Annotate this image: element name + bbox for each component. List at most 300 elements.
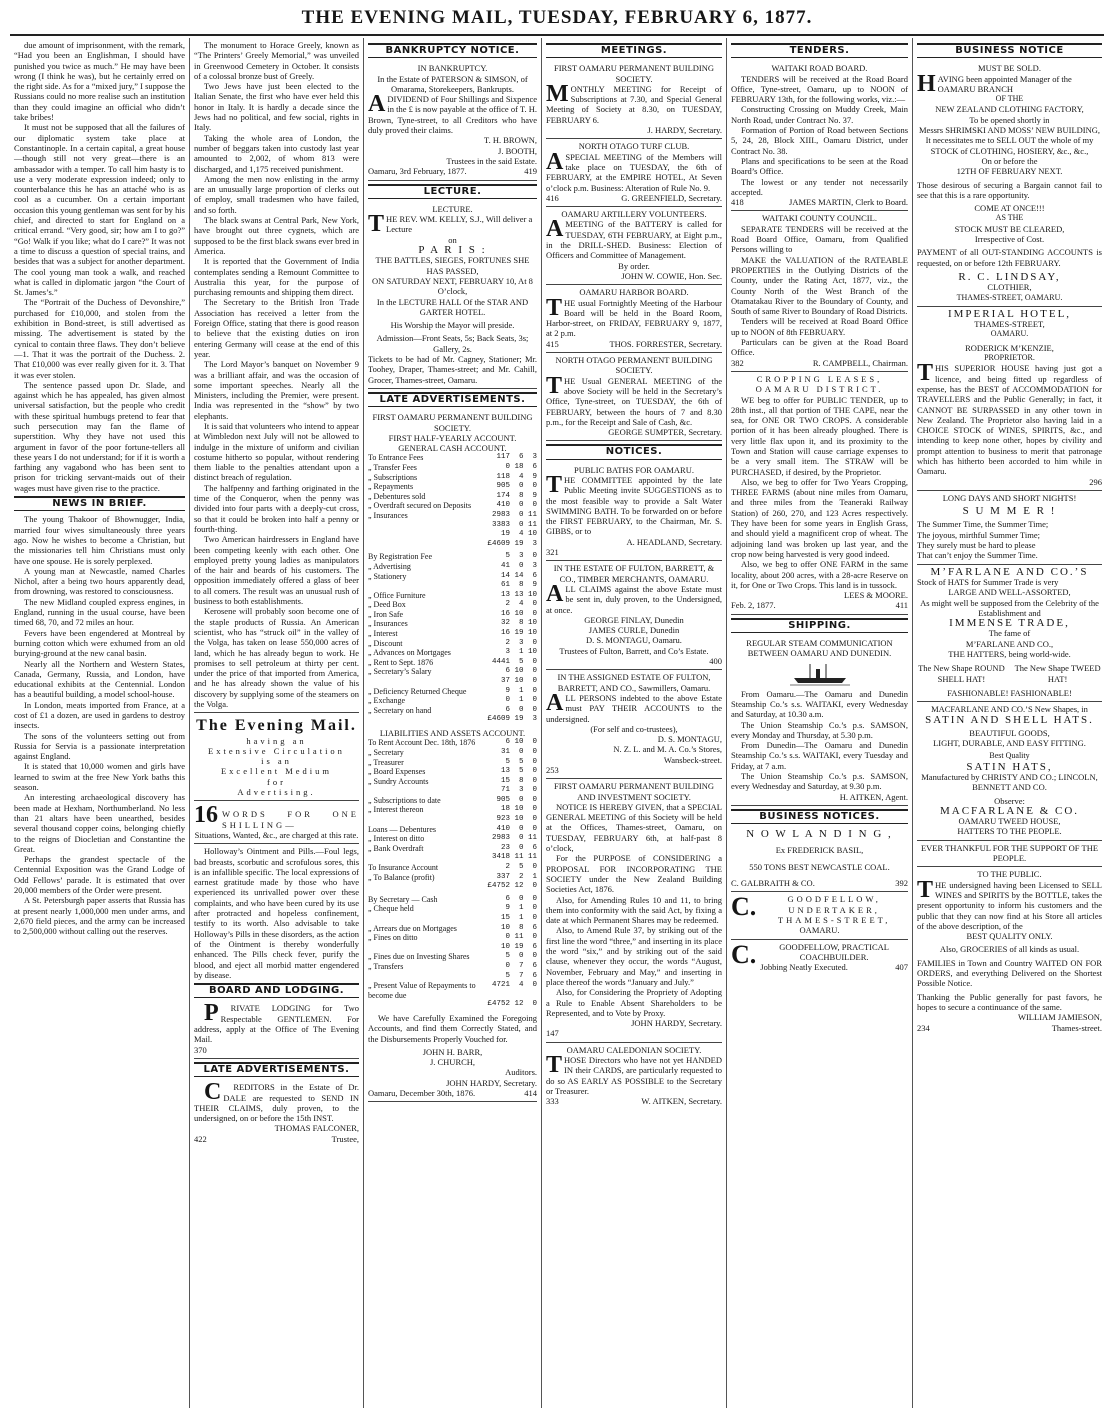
notice-2-signatures <box>546 615 722 656</box>
building-society-account <box>368 410 537 1102</box>
shipping-signature: H. AITKEN, Agent. <box>839 791 908 802</box>
jamieson-name: WILLIAM JAMIESON, <box>1017 1012 1102 1023</box>
column-6 <box>913 38 1106 1408</box>
imperial-number: 296 <box>1089 476 1102 487</box>
cash-row-label: „ Repayments <box>368 482 414 492</box>
column-5 <box>727 38 913 1408</box>
credit-row-amount: 13 13 10 <box>500 590 537 599</box>
lecture-where: In the LECTURE HALL Of the STAR AND GARTER HOTEL. <box>376 296 529 317</box>
notice-4-paragraph: For the PURPOSE of CONSIDERING a PROPOSAL FOR INCORPORATING THE SOCIETY under the New Zealand Building Societies Act, 1876. <box>546 853 722 895</box>
new-shape-round: The New Shape ROUND SHELL HAT! <box>918 663 1005 684</box>
cash-row-amount: 117 6 3 <box>496 453 537 462</box>
meeting-1 <box>546 61 722 139</box>
bankruptcy-title: IN BANKRUPTCY. <box>417 63 488 74</box>
notice-3-signature-line: N. Z. L. and M. A. Co.’s Stores, <box>613 744 722 755</box>
credit-row-label: „ Advertising <box>368 561 411 571</box>
summer-poem <box>917 519 1102 560</box>
mcf-hatters: THE HATTERS, being world-wide. <box>948 649 1071 660</box>
credit-row <box>368 629 537 639</box>
tender-1-signature: JAMES MARTIN, Clerk to Board. <box>789 197 908 208</box>
tender-1-paragraph: Plans and specifications to be seen at the Road Board’s Office. <box>731 155 908 177</box>
column-4 <box>542 38 727 1408</box>
mcf-hatters-2: HATTERS TO THE PEOPLE. <box>957 826 1062 837</box>
lecture-ad <box>368 202 537 389</box>
credit-row-amount: 61 8 9 <box>500 581 537 590</box>
liability-row <box>368 738 537 748</box>
cash-row <box>368 501 537 511</box>
cash-row-label: To Entrance Fees <box>368 453 424 463</box>
evening-mail-line: Extensive Circulation <box>208 745 345 756</box>
asset-row <box>368 962 537 972</box>
liability-row-label: „ Bank Overdraft <box>368 843 424 853</box>
article-paragraph: The black swans at Central Park, New York, have brought out three cygnets, which are supposed to be the first black swans ever bred in America. <box>194 215 359 256</box>
article-paragraph: The “Portrait of the Duchess of Devonshire,” purchased for £10,000, and stolen from the exhibition in Bond-street, is still advertised as missing. The advertisement is stated by the cynical to contain three flaws. They don’t believe—1. That it was the portrait of the Duchess. 2. That £10,000 was ever really given for it. 3. That it was ever stolen. <box>14 297 185 380</box>
undertaker-name: GOODFELLOW, UNDERTAKER, <box>787 894 881 915</box>
audit-number: 414 <box>524 1088 537 1099</box>
liability-row <box>368 805 537 815</box>
credit-row <box>368 706 537 716</box>
ever-text: EVER THANKFUL FOR THE SUPPORT OF THE PEOPLE. <box>920 842 1099 864</box>
notice-1-text: THE COMMITTEE appointed by the late Public Meeting invite SUGGESTIONS as to the most feasible way to provide a Salt Water SWIMMING BATH. To be forwarded on or before the FIRST FEBRUARY, to the Chairman, Mr. S. GIBBS, or to <box>546 471 722 537</box>
tender-1-title: WAITAKI ROAD BOARD. <box>771 63 868 74</box>
liability-row <box>368 815 537 825</box>
asset-row-amount: 5 0 0 <box>505 952 537 961</box>
liability-row-amount: £4752 12 0 <box>487 882 537 891</box>
board-ad <box>194 1001 359 1058</box>
liability-row-amount: 3418 11 11 <box>491 853 537 862</box>
clothing-irrespective: Irrespective of Cost. <box>974 234 1045 245</box>
meeting-5-title: NORTH OTAGO PERMANENT BUILDING SOCIETY. <box>555 355 713 376</box>
clothing-payment: PAYMENT of all OUT-STANDING ACCOUNTS is requested, on or before 12th FEBRUARY. <box>917 247 1102 268</box>
column-3 <box>364 38 542 1408</box>
news-item: Fevers have been engendered at Montreal by burning cotton which were exhumed from an old burying-ground at the new canal basin. <box>14 627 185 659</box>
liability-row-amount: 2 5 0 <box>505 863 537 872</box>
cash-row <box>368 530 537 540</box>
meeting-5-text: THE Usual GENERAL MEETING of the above Society will be held in the Secretary’s Office, Tyne-street, on TUESDAY, the 6th of FEBRUARY, between the hours of 7 and 8.30 p.m., for the Receipt and Sale of Cash, &c. <box>546 372 722 427</box>
cash-row-amount: 0 18 6 <box>496 462 537 471</box>
article-paragraph: The Secretary to the British Iron Trade Association has received a letter from the Foreign Office, stating that there is good reason to believe that the existing duties on iron entering Germany will cease at the end of this year. <box>194 297 359 359</box>
notice-2-signature-line: D. S. MONTAGU, Oamaru. <box>586 635 682 646</box>
bankruptcy-signatures <box>368 135 537 166</box>
shipping-heading: SHIPPING. <box>731 618 908 633</box>
tender-2-paragraph: MAKE the VALUATION of the RATEABLE PROPERTIES in the Outlying Districts of the County, under the Rating Act, 1877, viz., the County North of the West Branch of the Otamatakau River to the Boundary of County, and South of same River to Boundary of Road Districts. <box>731 254 908 317</box>
liability-row-label: To Rent Account Dec. 18th, 1876 <box>368 738 476 748</box>
meeting-3-text: AMEETING of the BATTERY is called for TUESDAY, 6TH FEBRUARY, at Eight p.m., in the DRILL-SHED. Business: Election of Officers and Committee of Management. <box>546 216 722 261</box>
dale-number: 422 <box>194 1133 207 1144</box>
tender-1-number: 418 <box>731 197 744 208</box>
liability-row <box>368 863 537 873</box>
lecture-paris: P A R I S : <box>418 244 487 257</box>
audit-text: We have Carefully Examined the Foregoing Accounts, and find them Correctly Stated, and the Disbursements Properly Vouched for. <box>368 1012 537 1044</box>
sixteen-sub: Situations, Wanted, &c., are charged at this rate. <box>194 829 359 840</box>
cash-row <box>368 521 537 531</box>
meeting-1-text: MONTHLY MEETING for Receipt of Subscriptions at 7.30, and Special General Meeting of Society at 8.30, on TUESDAY, FEBRUARY 6. <box>546 80 722 125</box>
credit-row-amount: 5 3 0 <box>505 552 537 561</box>
macfarlane-ad <box>917 565 1102 703</box>
asset-row <box>368 981 537 1000</box>
credit-row <box>368 667 537 677</box>
tender-2-paragraph: Particulars can be given at the Road Board Office. <box>731 337 908 358</box>
cash-row-amount: 2983 0 11 <box>491 510 537 519</box>
tender-3-paragraph: Also, we beg to offer ONE FARM in the same locality, about 200 acres, with a 28-acre Reserve on it, for One or Two Crops. This land is in tussock. <box>731 559 908 590</box>
sixteen-text: WORDS FOR ONE SHILLING— <box>222 809 359 830</box>
audit-footer <box>368 1088 537 1098</box>
cash-row <box>368 473 537 483</box>
article-paragraph: Kerosene will probably soon become one of the staple products of Russia. An American scientist, who has “struck oil” in the valley of the Volga, has taken on lease 550,000 acres of land, which he has already begun to work. He promises to sell petroleum at thirty per cent. under the price of that imported from America, and he has already shown the value of his discovery by supplying some of the steamers on the Volga. <box>194 606 359 709</box>
meeting-4-footer <box>546 339 722 349</box>
evening-mail-line: Advertising. <box>237 787 316 798</box>
liability-row-amount: 5 5 0 <box>505 757 537 766</box>
lecture-sub: THE BATTLES, SIEGES, FORTUNES SHE HAS PASSED, <box>375 255 530 276</box>
asset-row-amount: 9 1 0 <box>505 904 537 913</box>
article-paragraph: Two American hairdressers in England have been competing keenly with each other. One employed pretty young ladies as manipulators of the hair and beards of his customers. The opposition immediately offered a glass of beer to all comers. The result was an unusual rush of business to both establishments. <box>194 534 359 607</box>
article-paragraph: It must not be supposed that all the failures of our diplomatic system take place at Constantinople. In a certain capital, a great house—though still not very great—there is an ambassador with a temper. To call him hasty is to use a very moderate expression indeed; only to counterbalance this he has an attaché who is as cool as a cucumber. On a certain important occasion this young gentleman was sent for by his chief, and directed to start for England on a critical errand. “Very good, sir; how am I to go?” “Go! Walk if you like; what do I care?” It was not a time to discuss a question of special trains, and besides that was a subject for another department. The cool young man took a walk, and reached what is called in diplomatic jargon “the Court of St. James’s.” <box>14 122 185 298</box>
jamieson-street: Thames-street. <box>1051 1022 1102 1033</box>
article-paragraph: Among the men now enlisting in the army are an unusually large proportion of clerks out of employ, small tradesmen who have failed, and so forth. <box>194 173 359 215</box>
news-item: The new Midland coupled express engines, in England, running in the usual course, have been timed 68, 70, and 72 miles an hour. <box>14 596 185 628</box>
liability-row <box>368 767 537 777</box>
board-heading: BOARD AND LODGING. <box>194 983 359 998</box>
liabilities-heading: LIABILITIES AND ASSETS ACCOUNT. <box>379 728 526 739</box>
clothing-as-the: AS THE <box>995 213 1024 223</box>
ever-thankful <box>917 841 1102 868</box>
notice-2-title: IN THE ESTATE OF FULTON, BARRETT, & CO., TIMBER MERCHANTS, OAMARU. <box>553 563 715 584</box>
credit-row <box>368 648 537 658</box>
auditor-name: JOHN H. BARR, <box>422 1046 483 1057</box>
notice-1-number: 321 <box>546 547 559 558</box>
dale-ad <box>194 1080 359 1147</box>
asset-row-amount: 10 19 6 <box>500 942 537 951</box>
article-paragraph: It is said that volunteers who intend to appear at Wimbledon next July will not be allowed to indulge in the mixture of uniform and civilian costume hitherto so popular, without rendering them liable to the penalties attendant upon a distinct breach of regulation. <box>194 420 359 483</box>
meeting-2-number: 416 <box>546 192 559 203</box>
credit-row-amount: 14 14 6 <box>500 571 537 580</box>
coachbuilder-initial: C. <box>731 939 757 969</box>
liability-row-label: To Insurance Account <box>368 863 439 873</box>
cash-row-label: „ Debentures sold <box>368 491 426 501</box>
news-in-brief-items <box>14 514 185 936</box>
credit-row-label: „ Discount <box>368 638 403 648</box>
evening-mail-line: having an <box>246 735 307 746</box>
notice-4-paragraph: Also, for Considering the Propriety of Adopting a Rule to Enable Absent Shareholders to be Represented, and to Vote by Proxy. <box>546 987 722 1018</box>
coal-number: 392 <box>895 878 908 889</box>
credit-rows <box>368 552 537 725</box>
evening-mail-line: for <box>267 776 286 787</box>
mcf-satin-hats: SATIN HATS, <box>966 760 1053 773</box>
evening-mail-line: is an <box>261 756 292 767</box>
notice-4-paragraph: Also, for Amending Rules 10 and 11, to bring them into conformity with the said Act, by fixing a date at which Permanent Shares may be redeemed. <box>546 894 722 926</box>
imperial-hotel-ad <box>917 307 1102 491</box>
clothing-intro: HAVING been appointed Manager of the OAMARU BRANCH <box>917 70 1072 97</box>
credit-row-label: „ Interest <box>368 629 398 639</box>
mcf-text: Stock of HATS for Summer Trade is very <box>917 576 1059 587</box>
liability-row-label: „ Secretary <box>368 747 404 757</box>
coachbuilder-ad <box>731 940 908 976</box>
asset-row <box>368 952 537 962</box>
meeting-3-title: OAMARU ARTILLERY VOLUNTEERS. <box>561 209 707 220</box>
mcf-satin: SATIN AND SHELL HATS. <box>925 713 1094 726</box>
bankruptcy-signature-line: T. H. BROWN, <box>484 135 537 146</box>
liability-row <box>368 796 537 806</box>
mcf-tweed: OAMARU TWEED HOUSE, <box>958 816 1061 827</box>
jamieson-footer <box>917 1023 1102 1033</box>
notice-3-number: 253 <box>546 765 559 775</box>
clothing-sell: It necessitates me to SELL OUT the whole of my STOCK of CLOTHING, HOSIERY, &c., &c., <box>925 135 1094 156</box>
evening-mail-line: Excellent Medium <box>220 766 333 777</box>
notice-1 <box>546 463 722 562</box>
tender-1-paragraph: TENDERS will be received at the Road Board Office, Tyne-street, Oamaru, up to NOON of FEBRUARY 13th, for the following works, viz.:— <box>731 73 908 105</box>
liability-row-label: Loans — Debentures <box>368 824 436 834</box>
article-paragraph: Two Jews have just been elected to the Italian Senate, the first who have ever held this honor in Italy. It is hardly a decade since the Jews had no political, and few social, rights in Italy. <box>194 81 359 133</box>
liability-row-amount: 6 10 0 <box>505 738 537 747</box>
imperial-street: THAMES-STREET, <box>974 319 1045 330</box>
notice-3-signature-line: D. S. MONTAGU, <box>657 734 722 745</box>
cash-row <box>368 511 537 521</box>
mcf-celebrity: As might well be supposed from the Celebrity of the Establishment and <box>920 597 1099 618</box>
undertaker-street: THAMES-STREET, <box>777 914 891 925</box>
late-ads-heading-2: LATE ADVERTISEMENTS. <box>368 392 537 407</box>
news-item: In London, meats imported from France, at a cost of £1 a dozen, are used in gardens to destroy insects. <box>14 699 185 731</box>
meeting-1-signature: J. HARDY, Secretary. <box>647 125 722 136</box>
news-item: The sons of the volunteers setting out from Russia for Servia is a passionate interpretation against England. <box>14 730 185 762</box>
liability-row-label: „ To Balance (profit) <box>368 872 435 882</box>
tenders-heading: TENDERS. <box>731 43 908 58</box>
meeting-5-signature: GEORGE SUMPTER, Secretary. <box>608 427 722 438</box>
tender-2-signature: R. CAMPBELL, Chairman. <box>812 357 908 368</box>
cash-account-rows <box>368 453 537 549</box>
tender-3-paragraph: WE beg to offer for PUBLIC TENDER, up to 28th inst., all that portion of THE CAPE, near the sea, for ONE OR TWO CROPS. A considerable portion of it has been already ploughed. There is very little flax upon it, and its proximity to the Town and Station will cause carriage expenses to be a very small item. The STRAW will be PURCHASED, if desired, by the Proprietor. <box>731 394 908 477</box>
meeting-4-text: THE usual Fortnightly Meeting of the Harbour Board will be held in the Board Room, Harbor-street, on FRIDAY, FEBRUARY 9, 1877, at 2 p.m. <box>546 294 722 339</box>
liability-row-label: „ Interest thereon <box>368 805 424 815</box>
lecture-on: on <box>448 234 457 245</box>
shipping-paragraphs <box>731 689 908 792</box>
asset-row <box>368 904 537 914</box>
meeting-3-by: By order. <box>618 260 650 271</box>
liability-row <box>368 748 537 758</box>
coachbuilder-name: GOODFELLOW, PRACTICAL COACHBUILDER. <box>779 941 889 962</box>
liability-row-amount: 71 3 0 <box>500 786 537 795</box>
credit-row-amount: 4441 5 0 <box>491 657 537 666</box>
credit-row <box>368 677 537 687</box>
credit-row-amount: 9 1 0 <box>505 686 537 695</box>
audit-signature: JOHN HARDY, Secretary. <box>446 1077 537 1088</box>
evening-mail-lines <box>194 736 359 798</box>
credit-row-amount: 41 0 3 <box>500 561 537 570</box>
credit-row-amount: 3 1 10 <box>505 648 537 657</box>
tender-2-paragraph: SEPARATE TENDERS will be received at the Road Board Office, Oamaru, from Qualified Persons willing to <box>731 223 908 255</box>
asset-row-amount: 15 1 0 <box>500 914 537 922</box>
mcf-light: LIGHT, DURABLE, AND EASY FITTING. <box>933 738 1086 749</box>
tender-3-title: CROPPING LEASES, OAMARU DISTRICT. <box>755 373 884 395</box>
credit-row-amount: 37 10 0 <box>500 677 537 686</box>
tender-3-paragraphs <box>731 395 908 591</box>
notice-4-paragraph: Also, to Amend Rule 37, by striking out of the first line the word “three,” and inserting in its place the word “six,” and by striking out of the said clause, whenever they occur, the words “August, November, February and May,” and inserting in place thereof the words “January and July.” <box>546 925 722 987</box>
credit-row <box>368 600 537 610</box>
clothing-date: 12TH OF FEBRUARY NEXT. <box>956 166 1063 177</box>
news-item: The young Thakoor of Bhownugger, India, married four wives simultaneously three years ago. Now he wishes to become a Christian, but the missionaries tell him Christians must only have one spouse. He is sorely perplexed. <box>14 514 185 566</box>
lecture-title: LECTURE. <box>432 203 473 214</box>
credit-row-amount: 16 19 10 <box>500 629 537 638</box>
asset-row-amount: 0 11 0 <box>505 933 537 942</box>
imperial-name: IMPERIAL HOTEL, <box>947 307 1072 320</box>
notice-3-signature-line: Wansbeck-street. <box>663 754 722 765</box>
column-1 <box>10 38 190 1408</box>
liability-row <box>368 834 537 844</box>
clothing-before: On or before the <box>981 155 1038 166</box>
account-title: FIRST OAMARU PERMANENT BUILDING SOCIETY. <box>372 412 533 433</box>
credit-row <box>368 552 537 562</box>
mcf-title: M’FARLANE AND CO.’S <box>930 565 1089 578</box>
liability-row <box>368 853 537 863</box>
news-item: A young man at Newcastle, named Charles Nichol, after a being two hours apparently dead, from drowning, was restored to consciousness. <box>14 565 185 597</box>
mcf-immense: IMMENSE TRADE, <box>949 617 1070 630</box>
mcf-new: MACFARLANE AND CO.’S New Shapes, in <box>931 704 1088 715</box>
liabilities-rows <box>368 738 537 892</box>
assets-rows <box>368 895 537 1010</box>
tender-1-paragraph: The lowest or any tender not necessarily accepted. <box>731 176 908 197</box>
article-paragraph: The monument to Horace Greely, known as “The Printers’ Greely Memorial,” was unveiled in Greenwood Cemetery in October. It consists of a colossal bronze bust of Greely. <box>194 40 359 81</box>
liability-row-label: „ Treasurer <box>368 757 404 767</box>
column-2-articles <box>194 40 359 709</box>
asset-row-amount: 4721 4 0 <box>491 981 537 990</box>
notice-1-signature: A. HEADLAND, Secretary. <box>626 536 722 547</box>
liability-row <box>368 758 537 768</box>
credit-row-label: „ Deed Box <box>368 600 406 610</box>
liability-row <box>368 844 537 854</box>
shipping-ad <box>731 636 908 806</box>
coal-tons: 550 TONS BEST NEWCASTLE COAL. <box>749 861 890 872</box>
asset-row-label: „ Fines on ditto <box>368 933 418 943</box>
meeting-3 <box>546 207 722 285</box>
imperial-owner: RODERICK M’KENZIE, <box>965 342 1054 353</box>
tender-1 <box>731 61 908 211</box>
credit-row <box>368 715 537 725</box>
long-days: LONG DAYS AND SHORT NIGHTS! <box>942 492 1077 503</box>
credit-row-label: „ Office Furniture <box>368 590 426 600</box>
mcf-name-4: MACFARLANE & CO. <box>939 804 1080 817</box>
notice-3 <box>546 670 722 779</box>
cash-row <box>368 453 537 463</box>
coachbuilder-note: Jobbing Neatly Executed. <box>760 962 848 973</box>
asset-row <box>368 933 537 943</box>
jamieson-ad <box>917 867 1102 1035</box>
tender-3 <box>731 372 908 615</box>
tender-2-footer <box>731 358 908 368</box>
article-paragraph: It is reported that the Government of India contemplates sending a Remount Committee to Australia this year, for the purpose of purchasing remounts and shipping them direct. <box>194 256 359 298</box>
asset-row-label: By Secretary — Cash <box>368 894 438 904</box>
clothing-opened: To be opened shortly in <box>969 114 1050 125</box>
holloway-ad: Holloway’s Ointment and Pills.—Foul legs, bad breasts, scorbutic and scrofulous sores, this is an infallible specific. The local expressions of earnest gratitude made by those who have experienced its unrivalled power over these complaints, and who have been cured by its use after protracted and hopeless confinement, testify to its worth. Also advisable to take Holloway’s Pills in these disorders, as the action of the Ointment is thereby wonderfully enhanced. The Pills check fever, purify the blood, and eject all morbid matter engendered by disease. <box>194 846 359 980</box>
new-shape-tweed: The New Shape TWEED HAT! <box>1014 663 1101 684</box>
credit-row-label: „ Rent to Sept. 1876 <box>368 657 434 667</box>
news-item: Nearly all the Northern and Western States, Canada, Germany, Russia, and London, have educational exhibits at the Centennial. London has a beautiful building, a model school-house. <box>14 658 185 700</box>
sixteen-numeral: 16 <box>194 802 218 829</box>
liability-row <box>368 873 537 883</box>
cash-row-amount: 3383 0 11 <box>491 520 537 529</box>
notice-1-title: PUBLIC BATHS FOR OAMARU. <box>574 464 694 475</box>
jamieson-number: 234 <box>917 1022 930 1033</box>
coal-signature: C. GALBRAITH & CO. <box>731 878 815 889</box>
meeting-2-signature: G. GREENFIELD, Secretary. <box>621 192 722 203</box>
credit-row <box>368 562 537 572</box>
tender-1-paragraphs <box>731 74 908 198</box>
credit-row-label: „ Iron Safe <box>368 609 404 619</box>
tender-1-footer <box>731 197 908 207</box>
mcf-name-2: M’FARLANE AND CO., <box>965 638 1054 649</box>
asset-row <box>368 943 537 953</box>
macfarlane-hats-ad <box>917 702 1102 841</box>
liability-row-label: „ Board Expenses <box>368 767 426 777</box>
meeting-4-number: 415 <box>546 338 559 349</box>
liability-row-amount: 410 0 0 <box>496 824 537 833</box>
summer-title: S U M M E R ! <box>962 505 1057 518</box>
credit-row-amount: 6 0 0 <box>505 705 537 714</box>
to-the-public: TO THE PUBLIC. <box>977 869 1042 880</box>
liability-row <box>368 882 537 892</box>
credit-row-amount: 2 4 0 <box>505 600 537 609</box>
must-be-sold: MUST BE SOLD. <box>978 63 1041 74</box>
clothing-come: COME AT ONCE!!! <box>974 203 1045 214</box>
mcf-fashion: FASHIONABLE! FASHIONABLE! <box>947 687 1072 698</box>
mcf-observe: Observe: <box>994 795 1025 806</box>
tender-3-number: 411 <box>895 600 908 611</box>
tender-3-date: Feb. 2, 1877. <box>731 600 776 611</box>
liability-row-label: „ Interest on ditto <box>368 834 425 844</box>
mcf-fame: The fame of <box>988 628 1031 639</box>
audit-date: Oamaru, December 30th, 1876. <box>368 1088 476 1099</box>
credit-row-label: „ Advances on Mortgages <box>368 648 451 658</box>
article-paragraph: The halfpenny and farthing originated in the time of the Conqueror, when the penny was divided into four parts with a deeply-cut cross, so that it could be broken into half a penny or fourth-thing. <box>194 482 359 534</box>
evening-mail-title: The Evening Mail. <box>196 717 357 735</box>
lecture-tickets: Tickets to be had of Mr. Cagney, Stationer; Mr. Toohey, Draper, Thames-street; and Mr. Cahill, Grocer, Thames-street, Oamaru. <box>368 354 537 385</box>
column-2 <box>190 38 364 1408</box>
dale-trustee: Trustee, <box>331 1133 359 1144</box>
notice-5-footer <box>546 1096 722 1106</box>
bankruptcy-signature-line: Trustees in the said Estate. <box>446 155 537 166</box>
asset-row-label: „ Fines due on Investing Shares <box>368 952 470 962</box>
notice-2-signature-line: Trustees of Fulton, Barrett, and Co’s Estate. <box>559 645 709 656</box>
lindsay-name: R. C. LINDSAY, <box>958 270 1061 283</box>
shipping-title: REGULAR STEAM COMMUNICATION BETWEEN OAMARU AND DUNEDIN. <box>746 638 893 659</box>
tender-2-paragraphs <box>731 224 908 358</box>
meeting-5 <box>546 353 722 441</box>
liability-row-label: „ Subscriptions to date <box>368 795 441 805</box>
poem-line: They surely must be hard to please <box>917 540 1036 551</box>
bankruptcy-footer <box>368 166 537 176</box>
tender-3-paragraph: Also, we beg to offer for Two Years Cropping, THREE FARMS (about nine miles from Oamaru, and three miles from the Teaneraki Railway Station) of 260, 270, and 123 Acres respectively. They have been for some years in English Grass, and should yield a magnificent crop of wheat. The adjoining land was broken up last year, and the crop now being harvested is very good indeed. <box>731 476 908 559</box>
article-paragraph: Taking the whole area of London, the number of beggars taken into custody last year amounted to 2,002, of whom 813 were discharged, and 1,175 received punishment. <box>194 132 359 174</box>
liability-row-amount: 13 5 0 <box>500 767 537 776</box>
liability-row-amount: 337 2 1 <box>496 872 537 881</box>
credit-row-amount: 16 10 0 <box>500 609 537 618</box>
credit-row-amount: 6 10 0 <box>505 667 537 676</box>
poem-line: That can’t enjoy the Summer Time. <box>917 550 1038 561</box>
article-paragraph: due amount of imprisonment, with the remark, “Had you been an Englishman, I should have punished you twice as much.” He may have been wrong (I think he was), but he certainly erred on the right side. As for a “mixed jury,” I suppose the Russians could no more realise such an institution than they could imagine an official who didn’t take bribes! <box>14 40 185 123</box>
cash-row-amount: 19 4 10 <box>500 530 537 539</box>
asset-row-amount: 0 7 6 <box>505 961 537 970</box>
meeting-2-footer <box>546 193 722 203</box>
asset-row <box>368 895 537 905</box>
bankruptcy-signature-line: J. BOOTH, <box>498 145 537 156</box>
asset-row <box>368 1000 537 1010</box>
notice-5 <box>546 1043 722 1110</box>
liability-row-amount: 31 0 0 <box>500 747 537 756</box>
asset-row-label: „ Cheque held <box>368 904 414 914</box>
asset-row-amount: £4752 12 0 <box>487 1000 537 1009</box>
notice-3-signatures <box>546 734 722 765</box>
meeting-4-title: OAMARU HARBOR BOARD. <box>579 287 689 298</box>
shipping-paragraph: The Union Steamship Co.’s p.s. SAMSON, every Wednesday and Saturday, at 9.30 p.m. <box>731 771 908 792</box>
notice-4-paragraph: NOTICE IS HEREBY GIVEN, that a SPECIAL GENERAL MEETING of this Society will be held at the Offices, Thames-street, Oamaru, on TUESDAY, FEBRUARY 6th, at half-past 8 o’clock, <box>546 801 722 854</box>
